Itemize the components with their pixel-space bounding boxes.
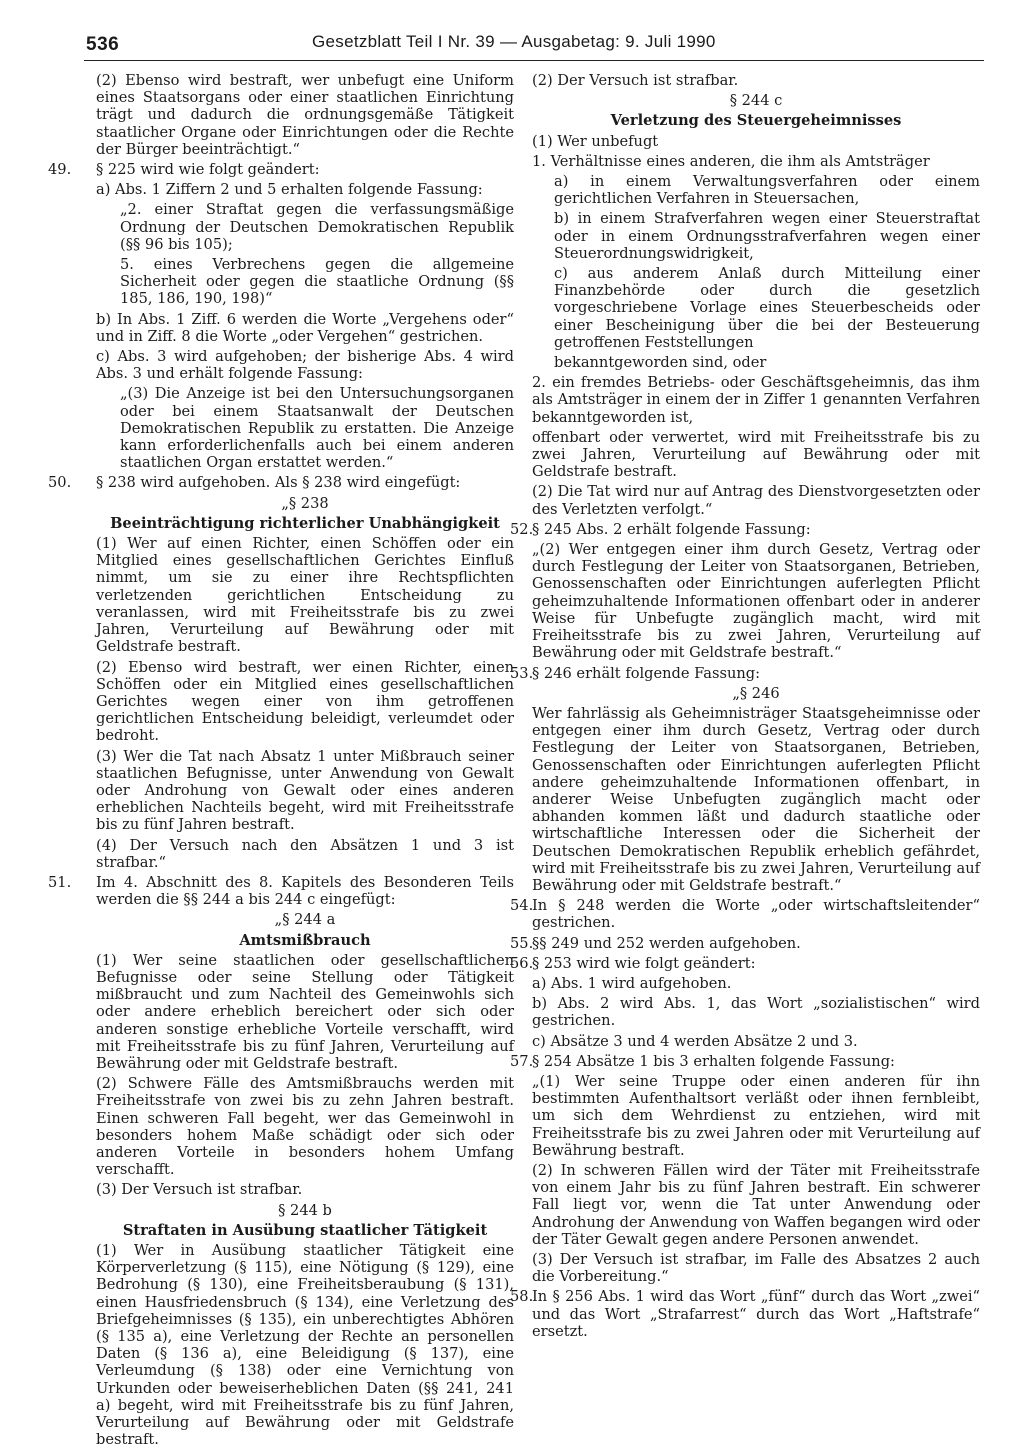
- item-number: 57.: [510, 1052, 534, 1070]
- right-column: [510, 72, 980, 1343]
- paragraph-text: (1) Wer seine staatlichen oder gesellschaftlichen Befugnisse oder seine Stellung oder Tätigkeit mißbraucht und zum Nachteil des Gemeinwohls sich oder andere erheblich bereichert oder sich oder anderen sonstige erhebliche Vorteile verschafft, wird mit Freiheitsstrafe bis zu fünf Jahren, Verurteilung auf Bewährung oder mit Geldstrafe bestraft.: [96, 951, 514, 1072]
- paragraph-text: (1) Wer unbefugt: [532, 132, 659, 150]
- item-number: 51.: [48, 873, 72, 891]
- paragraph-text: § 246 erhält folgende Fassung:: [532, 664, 761, 682]
- paragraph: [48, 201, 514, 253]
- paragraph-text: b) in einem Strafverfahren wegen einer Steuerstraftat oder in einem Ordnungsstrafverfahren wegen einer Steuerordnungswidrigkeit,: [554, 210, 980, 262]
- paragraph: [532, 1251, 980, 1285]
- paragraph: [532, 995, 980, 1029]
- paragraph-text: (2) Der Versuch ist strafbar.: [532, 72, 739, 89]
- paragraph: [48, 311, 514, 345]
- paragraph-text: a) Abs. 1 wird aufgehoben.: [532, 974, 732, 992]
- paragraph: [532, 1073, 980, 1159]
- paragraph-text: (2) Schwere Fälle des Amtsmißbrauchs werden mit Freiheitsstrafe von zwei bis zu zehn Jahren bestraft. Einen schweren Fall begeht, wer das Gemeinwohl in besonders hohem Maße schädigt oder sich oder anderen Vorteile in besonders hohem Umfang verschafft.: [96, 1075, 514, 1179]
- paragraph: [48, 535, 514, 655]
- paragraph: [48, 952, 514, 1072]
- left-column: [48, 72, 514, 1451]
- paragraph: [48, 256, 514, 308]
- paragraph: [532, 153, 980, 170]
- paragraph: [48, 748, 514, 834]
- paragraph-text: § 245 Abs. 2 erhält folgende Fassung:: [532, 520, 811, 538]
- paragraph: [532, 354, 980, 371]
- paragraph-text: „(1) Wer seine Truppe oder einen anderen für ihn bestimmten Aufenthaltsort verläßt oder ihnen fernbleibt, um sich dem Wehrdienst zu entziehen, wird mit Freiheitsstrafe bis zu zwei Jahren oder mit Verurteilung auf Bewährung bestraft.: [532, 1072, 980, 1159]
- paragraph-text: (3) Der Versuch ist strafbar, im Falle des Absatzes 2 auch die Vorbereitung.“: [532, 1251, 980, 1286]
- paragraph-text: In § 248 werden die Worte „oder wirtschaftsleitender“ gestrichen.: [532, 897, 980, 932]
- paragraph: [48, 1242, 514, 1448]
- paragraph: [532, 173, 980, 207]
- item-number: 50.: [48, 474, 72, 492]
- paragraph: [532, 429, 980, 481]
- paragraph-text: 2. ein fremdes Betriebs- oder Geschäftsgeheimnis, das ihm als Amtsträger in einem der in Ziffer 1 genannten Verfahren bekanntgeworden ist,: [532, 374, 980, 426]
- paragraph-text: § 225 wird wie folgt geändert:: [96, 161, 320, 179]
- paragraph-text: § 238 wird aufgehoben. Als § 238 wird eingefügt:: [96, 474, 461, 492]
- numbered-item: [510, 1052, 980, 1070]
- paragraph: [532, 265, 980, 351]
- paragraph: [48, 385, 514, 471]
- item-number: 52.: [510, 520, 534, 538]
- paragraph: [532, 1033, 980, 1050]
- item-number: 53.: [510, 664, 534, 682]
- paragraph-text: a) in einem Verwaltungsverfahren oder einem gerichtlichen Verfahren in Steuersachen,: [554, 173, 980, 208]
- paragraph: [532, 975, 980, 992]
- paragraph-text: § 253 wird wie folgt geändert:: [532, 954, 756, 972]
- item-number: 54.: [510, 897, 534, 915]
- paragraph-text: b) In Abs. 1 Ziff. 6 werden die Worte „Vergehens oder“ und in Ziff. 8 die Worte „oder Vergehen“ gestrichen.: [96, 310, 514, 345]
- paragraph-text: (3) Der Versuch ist strafbar.: [96, 1181, 303, 1199]
- paragraph-text: (4) Der Versuch nach den Absätzen 1 und 3 ist strafbar.“: [96, 836, 514, 871]
- paragraph-text: (2) In schweren Fällen wird der Täter mit Freiheitsstrafe von einem Jahr bis zu fünf Jahren bestraft. Ein schwerer Fall liegt vor, wenn die Tat unter Anwendung oder Androhung der Anwendung von Waffen begangen wird oder der Täter Gewalt gegen andere Personen anwendet.: [532, 1161, 980, 1248]
- paragraph: [532, 133, 980, 150]
- numbered-item: [48, 874, 514, 908]
- paragraph-text: c) Absätze 3 und 4 werden Absätze 2 und 3.: [532, 1032, 858, 1050]
- numbered-item: [48, 161, 514, 178]
- paragraph: [48, 1181, 514, 1198]
- paragraph-text: bekanntgeworden sind, oder: [554, 354, 767, 372]
- paragraph-text: (1) Wer auf einen Richter, einen Schöffen oder ein Mitglied eines gesellschaftlichen Gerichtes Einfluß nimmt, um sie zu einer ihre Rechtspflichten verletzenden gerichtlichen Entscheidung zu veranlassen, wird mit Freiheitsstrafe bis zu zwei Jahren, Verurteilung auf Bewährung oder mit Geldstrafe bestraft.: [96, 535, 514, 656]
- paragraph: [48, 72, 514, 158]
- numbered-item: [510, 1288, 980, 1340]
- paragraph-text: § 254 Absätze 1 bis 3 erhalten folgende Fassung:: [532, 1052, 895, 1070]
- item-number: 49.: [48, 161, 72, 179]
- numbered-item: [510, 954, 980, 972]
- paragraph: [532, 1162, 980, 1248]
- paragraph-text: a) Abs. 1 Ziffern 2 und 5 erhalten folgende Fassung:: [96, 181, 483, 199]
- paragraph: [48, 659, 514, 745]
- numbered-item: [510, 664, 980, 682]
- paragraph-text: Wer fahrlässig als Geheimnisträger Staatsgeheimnisse oder entgegen einer ihm durch Gesetz, Vertrag oder durch Festlegung der Leiter von Staatsorganen, Betrieben, Genossenschaften oder Einrichtungen auferlegten Pflicht andere geheimzuhaltende Informationen offenbart, in anderer Weise Unbefugten zugänglich macht oder abhanden kommen läßt und dadurch staatliche oder wirtschaftliche Interessen oder die Sicherheit der Deutschen Demokratischen Republik erheblich gefährdet, wird mit Freiheitsstrafe bis zu zwei Jahren, Verurteilung auf Bewährung oder mit Geldstrafe bestraft.“: [532, 704, 980, 894]
- paragraph-text: „(2) Wer entgegen einer ihm durch Gesetz, Vertrag oder durch Festlegung der Leiter von Staatsorganen, Betrieben, Genossenschaften oder Einrichtungen auferlegten Pflicht geheimzuhaltende Informationen offenbart oder in anderer Weise für Unbefugte zugänglich macht, wird mit Freiheitsstrafe bis zu zwei Jahren, Verurteilung auf Bewährung oder mit Geldstrafe bestraft.“: [532, 541, 980, 662]
- paragraph-text: c) Abs. 3 wird aufgehoben; der bisherige Abs. 4 wird Abs. 3 und erhält folgende Fassung:: [96, 348, 514, 383]
- paragraph-text: Im 4. Abschnitt des 8. Kapitels des Besonderen Teils werden die §§ 244 a bis 244 c eingefügt:: [96, 873, 514, 909]
- section-number: „§ 244 a: [274, 911, 336, 929]
- page-header: [0, 30, 1024, 64]
- paragraph-text: „2. einer Straftat gegen die verfassungsmäßige Ordnung der Deutschen Demokratischen Republik (§§ 96 bis 105);: [120, 201, 514, 253]
- paragraph: [532, 483, 980, 517]
- paragraph-text: In § 256 Abs. 1 wird das Wort „fünf“ durch das Wort „zwei“ und das Wort „Strafarrest“ durch das Wort „Haftstrafe“ ersetzt.: [532, 1288, 980, 1340]
- paragraph: [48, 181, 514, 198]
- paragraph-text: (2) Ebenso wird bestraft, wer unbefugt eine Uniform eines Staatsorgans oder einer staatlichen Einrichtung trägt und dadurch die ordnungsgemäße Tätigkeit staatlicher Organe oder Einrichtungen oder die Rechte der Bürger beeinträchtigt.“: [96, 72, 514, 158]
- numbered-item: [510, 520, 980, 538]
- section-heading: Amtsmißbrauch: [239, 931, 371, 949]
- paragraph-text: (1) Wer in Ausübung staatlicher Tätigkeit eine Körperverletzung (§ 115), eine Nötigung (§ 129), eine Bedrohung (§ 130), eine Freiheitsberaubung (§ 131), einen Hausfriedensbruch (§ 134), eine Verletzung des Briefgeheimnisses (§ 135), ein unberechtigtes Abhören (§ 135 a), eine Verletzung der Rechte an personellen Daten (§ 136 a), eine Beleidigung (§ 137), eine Verleumdung (§ 138) oder eine Vernichtung von Urkunden oder beweiserheblichen Daten (§§ 241, 241 a) begeht, wird mit Freiheitsstrafe bis zu fünf Jahren, Verurteilung auf Bewährung oder mit Geldstrafe bestraft.: [96, 1242, 514, 1449]
- section-number: § 244 c: [729, 92, 783, 110]
- paragraph: [532, 210, 980, 262]
- paragraph-text: (3) Wer die Tat nach Absatz 1 unter Mißbrauch seiner staatlichen Befugnisse, unter Anwendung von Gewalt oder Androhung von Gewalt oder eines anderen erheblichen Nachteils begeht, wird mit Freiheitsstrafe bis zu fünf Jahren bestraft.: [96, 747, 514, 834]
- section-heading: Verletzung des Steuergeheimnisses: [610, 112, 902, 130]
- paragraph-text: c) aus anderem Anlaß durch Mitteilung einer Finanzbehörde oder durch die gesetzlich vorgeschriebene Vorlage eines Steuerbescheids oder einer Bescheinigung über die bei der Besteuerung getroffenen Feststellungen: [554, 265, 980, 351]
- section-number: § 244 b: [278, 1201, 332, 1219]
- paragraph: [532, 72, 980, 89]
- section-number: „§ 246: [732, 684, 780, 702]
- numbered-item: [510, 934, 980, 952]
- paragraph: [532, 374, 980, 426]
- header-rule: [84, 60, 984, 61]
- paragraph-text: §§ 249 und 252 werden aufgehoben.: [532, 934, 801, 952]
- numbered-item: [48, 474, 514, 491]
- paragraph-text: (2) Ebenso wird bestraft, wer einen Richter, einen Schöffen oder ein Mitglied eines gesellschaftlichen Gerichtes wegen einer von ihm getroffenen gerichtlichen Entscheidung beleidigt, verleumdet oder bedroht.: [96, 658, 514, 745]
- header-title: Gesetzblatt Teil I Nr. 39 — Ausgabetag: 9. Juli 1990: [312, 32, 716, 51]
- paragraph: [532, 541, 980, 661]
- paragraph: [532, 705, 980, 894]
- paragraph-text: 5. eines Verbrechens gegen die allgemeine Sicherheit oder gegen die staatliche Ordnung (§§ 185, 186, 190, 198)“: [120, 256, 514, 308]
- item-number: 55.: [510, 934, 534, 952]
- paragraph-text: offenbart oder verwertet, wird mit Freiheitsstrafe bis zu zwei Jahren, Verurteilung auf Bewährung oder mit Geldstrafe bestraft.: [532, 428, 980, 481]
- paragraph-text: „(3) Die Anzeige ist bei den Untersuchungsorganen oder bei einem Staatsanwalt der Deutschen Demokratischen Republik zu erstatten. Die Anzeige kann erforderlichenfalls auch bei einem anderen staatlichen Organ erstattet werden.“: [120, 385, 514, 472]
- paragraph: [48, 837, 514, 871]
- page-number: 536: [86, 34, 120, 55]
- section-heading: Straftaten in Ausübung staatlicher Tätigkeit: [122, 1221, 488, 1239]
- paragraph-text: b) Abs. 2 wird Abs. 1, das Wort „sozialistischen“ wird gestrichen.: [532, 995, 980, 1030]
- paragraph: [48, 348, 514, 382]
- numbered-item: [510, 897, 980, 932]
- paragraph: [48, 1075, 514, 1178]
- item-number: 56.: [510, 954, 534, 972]
- paragraph-text: (2) Die Tat wird nur auf Antrag des Dienstvorgesetzten oder des Verletzten verfolgt.“: [532, 483, 980, 518]
- section-heading: Beeinträchtigung richterlicher Unabhängigkeit: [110, 514, 500, 532]
- paragraph-text: 1. Verhältnisse eines anderen, die ihm als Amtsträger: [532, 152, 930, 170]
- section-number: „§ 238: [281, 494, 329, 512]
- item-number: 58.: [510, 1288, 534, 1306]
- paragraph-gap: [532, 1340, 980, 1343]
